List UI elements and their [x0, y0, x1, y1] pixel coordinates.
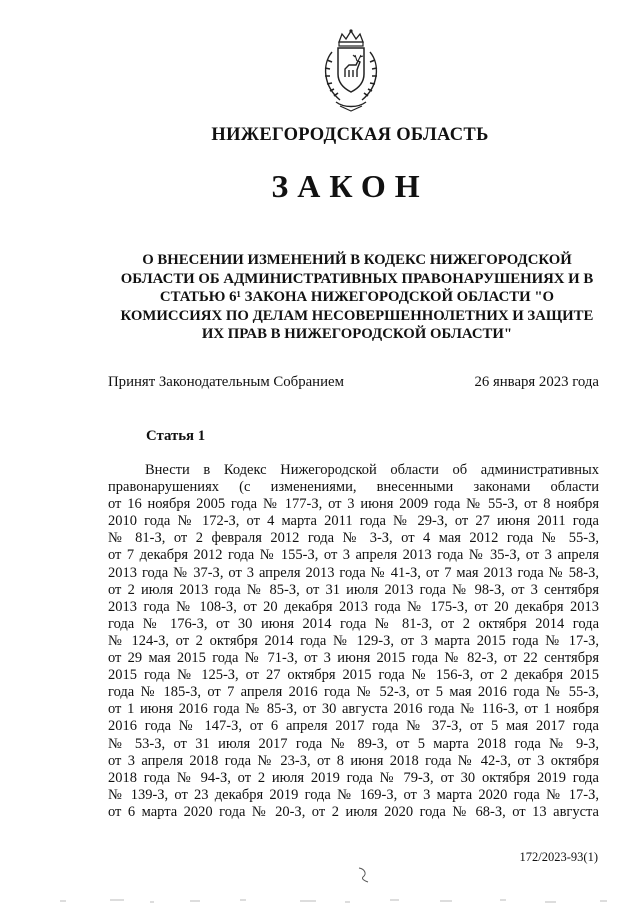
article-body	[108, 462, 599, 821]
body-line: 2016 года № 147-З, от 6 апреля 2017 года № 37-З, от 5 мая 2017 года	[108, 718, 599, 735]
law-title-line: ИХ ПРАВ В НИЖЕГОРОДСКОЙ ОБЛАСТИ"	[201, 326, 513, 343]
body-line: от 2 июля 2013 года № 85-З, от 31 июля 2013 года № 98-З, от 3 сентября	[108, 581, 599, 598]
document-number: 172/2023-93(1)	[519, 850, 598, 864]
body-line: 2018 года № 94-З, от 2 июля 2019 года № 79-З, от 30 октября 2019 года	[108, 769, 599, 786]
body-line: от 7 декабря 2012 года № 155-З, от 3 апреля 2013 года № 35-З, от 3 апреля	[108, 547, 599, 564]
body-line: № 139-З, от 23 декабря 2019 года № 169-З, от 3 марта 2020 года № 17-З,	[108, 786, 599, 803]
adopted-by: Принят Законодательным Собранием	[108, 374, 344, 390]
coat-of-arms-icon	[318, 28, 384, 112]
body-line: от 16 ноября 2005 года № 177-З, от 3 июня 2009 года № 55-З, от 8 ноября	[108, 496, 599, 513]
body-line: № 124-З, от 2 октября 2014 года № 129-З, от 3 марта 2015 года № 17-З,	[108, 632, 599, 649]
handwritten-mark-icon	[356, 866, 370, 884]
body-line: от 1 июня 2016 года № 85-З, от 30 августа 2016 года № 116-З, от 1 ноября	[108, 701, 599, 718]
body-line: от 29 мая 2015 года № 71-З, от 3 июня 2015 года № 82-З, от 22 сентября	[108, 650, 599, 667]
body-line: 2013 года № 37-З, от 3 апреля 2013 года № 41-З, от 7 мая 2013 года № 58-З,	[108, 564, 599, 581]
document-type: ЗАКОН	[271, 168, 429, 204]
scan-artifact	[0, 896, 640, 905]
body-line: года № 176-З, от 30 июня 2014 года № 81-З, от 2 октября 2014 года	[108, 615, 599, 632]
body-line: 2010 года № 172-З, от 4 марта 2011 года № 29-З, от 27 июня 2011 года	[108, 513, 599, 530]
law-title-line: КОМИССИЯХ ПО ДЕЛАМ НЕСОВЕРШЕННОЛЕТНИХ И ЗАЩИТЕ	[120, 307, 594, 324]
law-title-line: ОБЛАСТИ ОБ АДМИНИСТРАТИВНЫХ ПРАВОНАРУШЕНИЯХ И В	[120, 270, 594, 287]
body-line: Внести в Кодекс Нижегородской области об административных	[145, 462, 599, 478]
body-line: от 3 апреля 2018 года № 23-З, от 8 июня 2018 года № 42-З, от 3 октября	[108, 752, 599, 769]
body-line: правонарушениях (с изменениями, внесенными законами области	[108, 479, 599, 496]
body-line: 2015 года № 125-З, от 27 октября 2015 года № 156-З, от 2 декабря 2015	[108, 667, 599, 684]
region-name: НИЖЕГОРОДСКАЯ ОБЛАСТЬ	[211, 125, 489, 145]
law-title	[108, 251, 606, 344]
body-line: 2013 года № 108-З, от 20 декабря 2013 года № 175-З, от 20 декабря 2013	[108, 598, 599, 615]
body-line: № 81-З, от 2 февраля 2012 года № 3-З, от 4 мая 2012 года № 55-З,	[108, 530, 599, 547]
body-line: от 6 марта 2020 года № 20-З, от 2 июля 2020 года № 68-З, от 13 августа	[108, 803, 599, 820]
body-line: года № 185-З, от 7 апреля 2016 года № 52-З, от 5 мая 2016 года № 55-З,	[108, 684, 599, 701]
law-title-line: СТАТЬЮ 6¹ ЗАКОНА НИЖЕГОРОДСКОЙ ОБЛАСТИ "О	[159, 289, 555, 306]
adoption-date: 26 января 2023 года	[474, 374, 599, 390]
law-title-line: О ВНЕСЕНИИ ИЗМЕНЕНИЙ В КОДЕКС НИЖЕГОРОДСКОЙ	[142, 252, 572, 268]
article-heading: Статья 1	[146, 428, 206, 444]
body-line: № 53-З, от 31 июля 2017 года № 89-З, от 5 марта 2018 года № 9-З,	[108, 735, 599, 752]
